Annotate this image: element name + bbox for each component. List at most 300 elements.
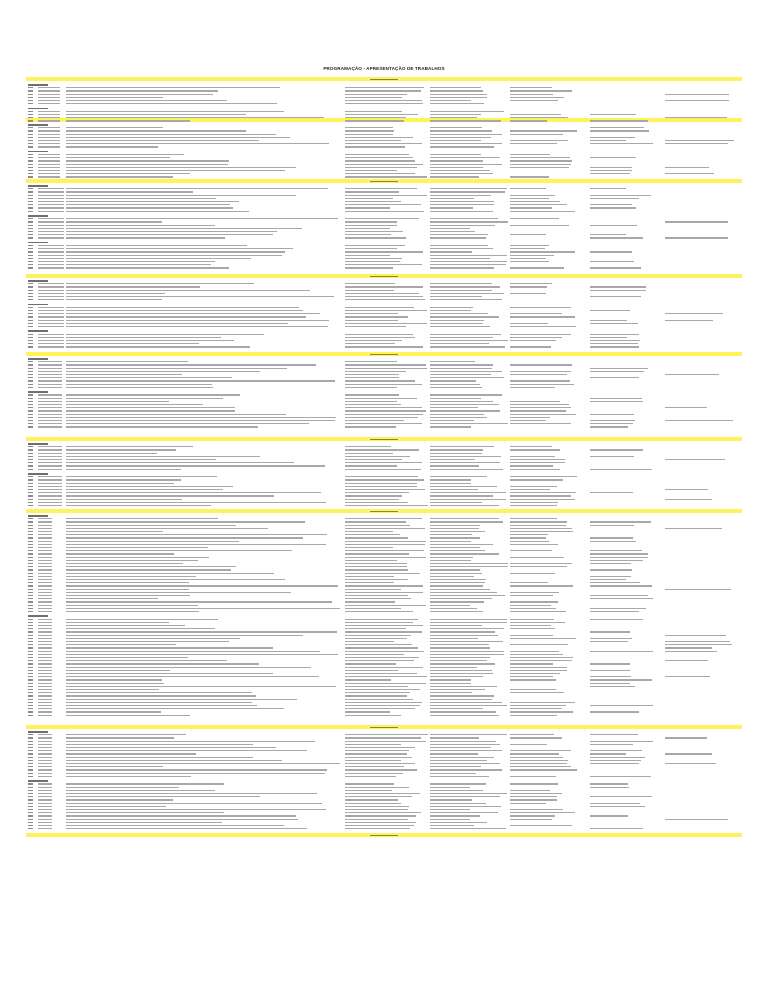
row-type (38, 550, 52, 551)
row-code (28, 320, 33, 321)
row-coauthor (430, 553, 499, 554)
row-code (28, 654, 33, 655)
row-type (38, 310, 64, 311)
row-author (345, 195, 427, 196)
row-coauthor (430, 313, 488, 314)
row-coauthor (510, 705, 566, 706)
row-title (66, 741, 315, 742)
row-code (28, 465, 33, 466)
row-coauthor (590, 320, 627, 321)
row-code (28, 191, 33, 192)
row-code (28, 619, 33, 620)
row-coauthor (590, 828, 643, 829)
row-coauthor (430, 705, 507, 706)
row-code (28, 170, 33, 171)
row-coauthor (430, 258, 490, 259)
row-title (66, 264, 211, 265)
row-type (38, 750, 52, 751)
row-title (66, 346, 250, 347)
row-coauthor (430, 573, 482, 574)
row-coauthor (430, 286, 500, 287)
row-type (38, 766, 52, 767)
row-title (66, 423, 309, 424)
row-coauthor (430, 154, 481, 155)
row-code (28, 198, 33, 199)
row-code (28, 146, 33, 147)
row-code (28, 695, 33, 696)
row-coauthor (510, 750, 571, 751)
row-author (345, 757, 412, 758)
row-title (66, 290, 310, 291)
row-coauthor (590, 157, 636, 158)
row-author (345, 595, 408, 596)
row-title (66, 361, 188, 362)
row-type (38, 783, 52, 784)
row-type (38, 502, 62, 503)
row-title (66, 100, 227, 101)
row-coauthor (430, 343, 489, 344)
row-coauthor (510, 635, 553, 636)
row-coauthor (430, 414, 484, 415)
row-title (66, 299, 162, 300)
row-coauthor (590, 619, 643, 620)
row-type (38, 518, 52, 519)
row-coauthor (430, 787, 470, 788)
row-coauthor (590, 225, 637, 226)
row-coauthor (430, 97, 487, 98)
row-coauthor (510, 261, 549, 262)
row-coauthor (590, 741, 653, 742)
row-author (345, 453, 393, 454)
row-coauthor (665, 660, 708, 661)
row-code (28, 164, 33, 165)
row-author (345, 787, 409, 788)
row-type (38, 459, 62, 460)
row-coauthor (665, 635, 726, 636)
row-coauthor (430, 619, 507, 620)
row-title (66, 120, 190, 121)
row-author (345, 531, 393, 532)
row-type (38, 176, 60, 177)
row-author (345, 176, 427, 177)
group-header-text (28, 443, 48, 445)
row-coauthor (510, 286, 547, 287)
row-coauthor (430, 234, 488, 235)
row-type (38, 537, 52, 538)
row-coauthor (430, 557, 473, 558)
row-title (66, 635, 303, 636)
row-coauthor (510, 188, 546, 189)
row-coauthor (510, 267, 564, 268)
row-coauthor (430, 201, 494, 202)
row-title (66, 744, 253, 745)
row-title (66, 544, 326, 545)
row-code (28, 753, 33, 754)
row-coauthor (510, 769, 577, 770)
row-coauthor (430, 459, 475, 460)
row-coauthor (665, 589, 731, 590)
row-code (28, 769, 33, 770)
row-coauthor (430, 695, 494, 696)
row-code (28, 544, 33, 545)
row-author (345, 521, 406, 522)
row-title (66, 410, 235, 411)
row-coauthor (510, 521, 567, 522)
row-code (28, 793, 33, 794)
row-title (66, 140, 259, 141)
row-coauthor (430, 495, 493, 496)
row-coauthor (510, 563, 572, 564)
row-author (345, 103, 423, 104)
row-title (66, 657, 188, 658)
row-type (38, 290, 64, 291)
row-author (345, 776, 396, 777)
row-code (28, 815, 33, 816)
row-coauthor (590, 346, 639, 347)
row-coauthor (430, 248, 493, 249)
row-type (38, 560, 52, 561)
group-header-text (28, 304, 48, 306)
row-code (28, 822, 33, 823)
row-code (28, 130, 33, 131)
row-title (66, 822, 222, 823)
row-coauthor (590, 286, 646, 287)
row-code (28, 657, 33, 658)
row-coauthor (590, 796, 652, 797)
row-code (28, 787, 33, 788)
row-coauthor (510, 489, 550, 490)
row-author (345, 651, 424, 652)
row-coauthor (510, 809, 563, 810)
row-coauthor (510, 371, 571, 372)
row-type (38, 453, 62, 454)
row-author (345, 537, 408, 538)
row-type (38, 374, 62, 375)
row-coauthor (510, 605, 551, 606)
row-author (345, 449, 419, 450)
row-code (28, 380, 33, 381)
row-type (38, 495, 62, 496)
row-title (66, 667, 311, 668)
row-type (38, 806, 52, 807)
row-title (66, 803, 322, 804)
row-author (345, 293, 419, 294)
row-title (66, 453, 157, 454)
row-type (38, 100, 60, 101)
table-row (0, 326, 768, 329)
row-author (345, 154, 409, 155)
row-author (345, 560, 397, 561)
row-code (28, 449, 33, 450)
row-coauthor (430, 776, 489, 777)
row-code (28, 346, 33, 347)
row-code (28, 625, 33, 626)
row-coauthor (430, 576, 474, 577)
row-author (345, 340, 402, 341)
row-type (38, 204, 64, 205)
row-coauthor (430, 773, 476, 774)
row-coauthor (590, 234, 626, 235)
row-coauthor (430, 741, 496, 742)
row-coauthor (590, 670, 630, 671)
row-author (345, 374, 399, 375)
row-author (345, 170, 397, 171)
row-coauthor (590, 598, 653, 599)
row-type (38, 207, 64, 208)
row-code (28, 204, 33, 205)
row-type (38, 667, 52, 668)
row-code (28, 384, 33, 385)
row-coauthor (430, 426, 471, 427)
row-coauthor (510, 340, 556, 341)
row-coauthor (430, 505, 499, 506)
row-code (28, 560, 33, 561)
row-type (38, 686, 52, 687)
row-author (345, 417, 418, 418)
row-coauthor (430, 679, 471, 680)
row-coauthor (510, 825, 572, 826)
row-coauthor (510, 245, 549, 246)
row-title (66, 711, 161, 712)
row-author (345, 679, 391, 680)
row-type (38, 313, 64, 314)
row-author (345, 635, 411, 636)
row-coauthor (430, 90, 483, 91)
row-code (28, 423, 33, 424)
row-coauthor (590, 173, 630, 174)
row-author (345, 283, 395, 284)
row-author (345, 225, 397, 226)
row-coauthor (430, 667, 477, 668)
row-code (28, 323, 33, 324)
row-coauthor (590, 783, 628, 784)
row-title (66, 692, 252, 693)
row-code (28, 160, 33, 161)
row-coauthor (590, 290, 646, 291)
row-code (28, 499, 33, 500)
row-coauthor (430, 100, 471, 101)
row-author (345, 90, 421, 91)
row-coauthor (430, 644, 489, 645)
row-coauthor (510, 87, 552, 88)
row-coauthor (510, 198, 549, 199)
row-author (345, 387, 397, 388)
row-coauthor (665, 173, 714, 174)
row-title (66, 296, 334, 297)
table-row (0, 776, 768, 779)
row-type (38, 127, 60, 128)
row-title (66, 531, 163, 532)
row-type (38, 657, 52, 658)
row-coauthor (590, 310, 630, 311)
row-title (66, 601, 332, 602)
row-type (38, 248, 64, 249)
row-author (345, 94, 407, 95)
row-title (66, 111, 284, 112)
row-coauthor (430, 423, 508, 424)
row-code (28, 528, 33, 529)
row-code (28, 809, 33, 810)
row-type (38, 188, 64, 189)
row-type (38, 293, 64, 294)
row-code (28, 537, 33, 538)
row-coauthor (430, 117, 477, 118)
row-title (66, 654, 338, 655)
row-code (28, 137, 33, 138)
row-coauthor (590, 423, 633, 424)
row-author (345, 763, 415, 764)
row-coauthor (430, 809, 470, 810)
row-code (28, 211, 33, 212)
row-title (66, 283, 254, 284)
row-coauthor (430, 492, 506, 493)
row-type (38, 420, 62, 421)
row-author (345, 715, 401, 716)
row-author (345, 663, 396, 664)
row-title (66, 819, 298, 820)
row-author (345, 483, 417, 484)
row-coauthor (665, 641, 730, 642)
row-coauthor (430, 204, 494, 205)
row-code (28, 799, 33, 800)
row-title (66, 815, 296, 816)
row-author (345, 711, 390, 712)
row-coauthor (510, 760, 568, 761)
row-coauthor (510, 417, 550, 418)
row-author (345, 394, 399, 395)
row-coauthor (590, 683, 630, 684)
row-coauthor (430, 346, 505, 347)
row-type (38, 143, 60, 144)
row-coauthor (430, 702, 502, 703)
row-author (345, 167, 417, 168)
row-code (28, 286, 33, 287)
row-code (28, 492, 33, 493)
row-coauthor (590, 760, 641, 761)
row-coauthor (430, 747, 491, 748)
row-title (66, 766, 163, 767)
row-code (28, 673, 33, 674)
row-coauthor (430, 218, 498, 219)
row-author (345, 114, 418, 115)
row-author (345, 492, 409, 493)
row-type (38, 221, 64, 222)
row-type (38, 734, 52, 735)
row-code (28, 550, 33, 551)
row-title (66, 502, 326, 503)
row-title (66, 94, 213, 95)
row-type (38, 140, 60, 141)
row-coauthor (510, 176, 549, 177)
row-type (38, 462, 62, 463)
row-coauthor (430, 364, 493, 365)
row-coauthor (510, 763, 567, 764)
row-title (66, 137, 290, 138)
row-author (345, 741, 426, 742)
group-header-text (28, 473, 48, 475)
row-coauthor (430, 137, 491, 138)
row-coauthor (590, 579, 626, 580)
row-type (38, 787, 52, 788)
row-title (66, 560, 198, 561)
row-type (38, 601, 52, 602)
row-code (28, 819, 33, 820)
row-title (66, 715, 190, 716)
row-code (28, 371, 33, 372)
row-code (28, 87, 33, 88)
row-coauthor (430, 793, 507, 794)
row-author (345, 750, 409, 751)
session-bar-label (370, 276, 398, 277)
row-author (345, 401, 397, 402)
row-author (345, 258, 402, 259)
row-coauthor (430, 146, 494, 147)
row-coauthor (430, 708, 483, 709)
row-code (28, 708, 33, 709)
row-code (28, 766, 33, 767)
row-coauthor (590, 449, 643, 450)
row-author (345, 557, 426, 558)
row-title (66, 97, 163, 98)
row-author (345, 137, 413, 138)
row-coauthor (590, 261, 634, 262)
row-coauthor (510, 462, 565, 463)
row-title (66, 573, 274, 574)
row-coauthor (430, 94, 487, 95)
row-code (28, 518, 33, 519)
row-coauthor (590, 557, 648, 558)
row-type (38, 465, 62, 466)
row-code (28, 705, 33, 706)
row-coauthor (510, 446, 552, 447)
row-coauthor (510, 258, 546, 259)
row-coauthor (430, 825, 474, 826)
row-coauthor (510, 541, 549, 542)
row-title (66, 790, 215, 791)
row-author (345, 299, 425, 300)
row-title (66, 251, 285, 252)
table-row (0, 146, 768, 149)
row-type (38, 708, 52, 709)
row-title (66, 521, 305, 522)
row-type (38, 337, 64, 338)
row-code (28, 553, 33, 554)
row-title (66, 237, 225, 238)
row-coauthor (510, 143, 557, 144)
row-type (38, 231, 64, 232)
row-type (38, 819, 52, 820)
row-coauthor (590, 525, 634, 526)
row-coauthor (430, 822, 487, 823)
row-type (38, 449, 62, 450)
row-code (28, 547, 33, 548)
row-title (66, 337, 221, 338)
row-type (38, 201, 64, 202)
row-coauthor (430, 579, 486, 580)
row-coauthor (510, 673, 560, 674)
table-row (0, 267, 768, 270)
row-type (38, 476, 62, 477)
row-coauthor (430, 120, 501, 121)
row-coauthor (430, 689, 485, 690)
row-title (66, 676, 319, 677)
row-type (38, 307, 64, 308)
row-code (28, 631, 33, 632)
row-coauthor (430, 479, 471, 480)
row-title (66, 783, 224, 784)
row-author (345, 695, 407, 696)
row-title (66, 173, 190, 174)
